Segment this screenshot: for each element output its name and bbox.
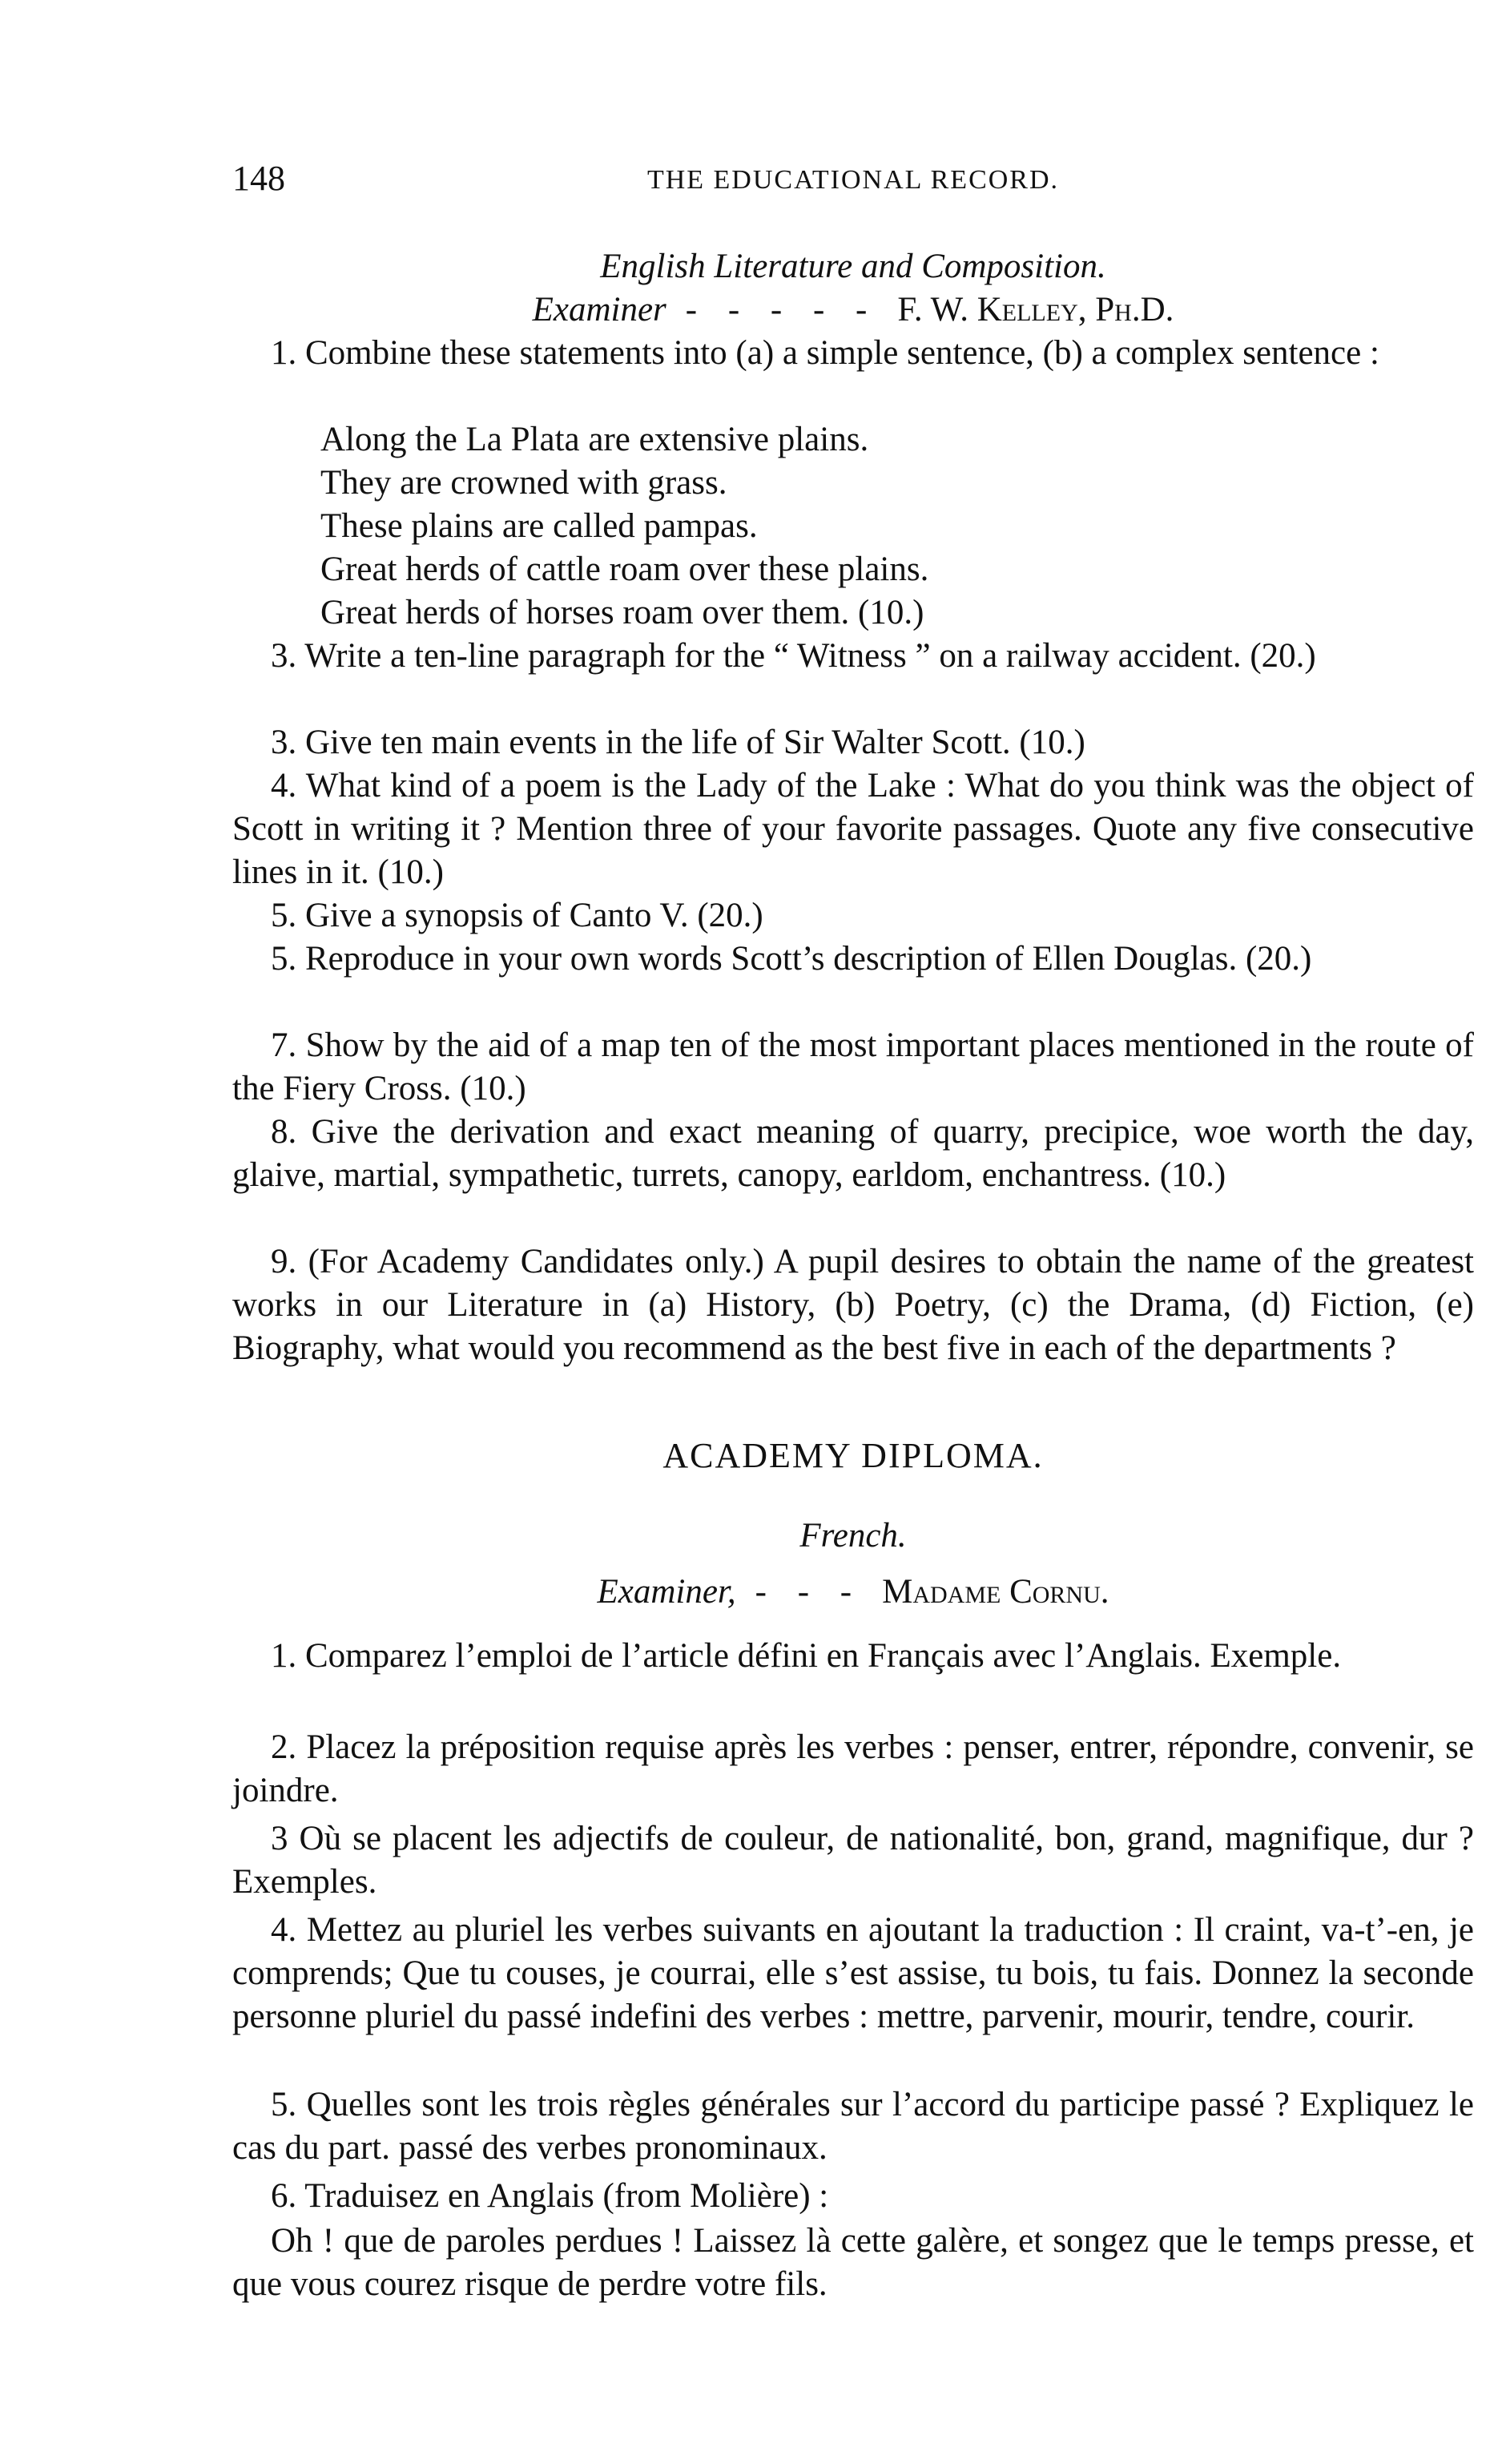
question-4: 4. What kind of a poem is the Lady of the Lake : What do you think was the object of Scott in writing it ? Mention three of your favorite passages. Quote any five consecutive lines in it. (10.) — [232, 767, 1474, 891]
question-1: 1. Combine these statements into (a) a simple sentence, (b) a complex sentence : — [271, 334, 1379, 372]
question-2: 3. Write a ten-line paragraph for the “ Witness ” on a railway accident. (20.) — [271, 637, 1316, 675]
examiner-line-french — [232, 1571, 1474, 1614]
page-header — [232, 157, 1474, 205]
sentence-item: These plains are called pampas. — [320, 507, 758, 545]
french-passage: Oh ! que de paroles perdues ! Laissez là cette galère, et songez que le temps presse, et que vous courez risque de perdre votre fils. — [232, 2222, 1474, 2303]
examiner-label: Examiner, — [597, 1573, 736, 1611]
examiner-name: F. W. Kelley, Ph.D. — [897, 291, 1174, 329]
sentence-item: Great herds of cattle roam over these plains. — [320, 550, 929, 588]
sentence-item: Along the La Plata are extensive plains. — [320, 421, 869, 458]
examiner-name: Madame Cornu. — [882, 1573, 1109, 1611]
sentence-item: Great herds of horses roam over them. (10.) — [320, 594, 924, 631]
sentence-item: They are crowned with grass. — [320, 464, 727, 502]
question-5: 5. Give a synopsis of Canto V. (20.) — [271, 897, 763, 934]
examiner-line-english — [232, 288, 1474, 332]
french-question-1: 1. Comparez l’emploi de l’article défini en Français avec l’Anglais. Exemple. — [271, 1637, 1342, 1675]
examiner-dashes: - - - — [755, 1573, 864, 1611]
subject-title-french: French. — [799, 1517, 907, 1555]
french-question-4: 4. Mettez au pluriel les verbes suivants en ajoutant la traduction : Il craint, va-t’-en, je comprends; Que tu couses, je courrai, elle s’est assise, tu bois, tu fais. Donnez la seconde personne pluriel du passé indefini des verbes : mettre, parvenir, mourir, tendre, courir. — [232, 1911, 1474, 2035]
question-9: 9. (For Academy Candidates only.) A pupil desires to obtain the name of the greatest works in our Literature in (a) History, (b) Poetry, (c) the Drama, (d) Fiction, (e) Biography, what would you recommend as the best five in each of the departments ? — [232, 1243, 1474, 1367]
page-number: 148 — [232, 159, 285, 198]
question-7: 7. Show by the aid of a map ten of the most important places mentioned in the route of the Fiery Cross. (10.) — [232, 1026, 1474, 1107]
sentence-list — [232, 418, 1474, 635]
running-head: THE EDUCATIONAL RECORD. — [646, 165, 1060, 195]
french-question-6: 6. Traduisez en Anglais (from Molière) : — [271, 2177, 829, 2215]
subject-title-english: English Literature and Composition. — [600, 248, 1106, 285]
french-question-3: 3 Où se placent les adjectifs de couleur, de nationalité, bon, grand, magnifique, dur ? Exemples. — [232, 1820, 1474, 1901]
question-6: 5. Reproduce in your own words Scott’s description of Ellen Douglas. (20.) — [271, 940, 1312, 978]
french-question-2: 2. Placez la préposition requise après les verbes : penser, entrer, répondre, convenir, se joindre. — [232, 1728, 1474, 1809]
question-8: 8. Give the derivation and exact meaning of quarry, precipice, woe worth the day, glaive, martial, sympathetic, turrets, canopy, earldom, enchantress. (10.) — [232, 1113, 1474, 1194]
section-heading-academy-diploma: ACADEMY DIPLOMA. — [662, 1436, 1044, 1475]
french-question-5: 5. Quelles sont les trois règles générales sur l’accord du participe passé ? Expliquez le cas du part. passé des verbes pronominaux. — [232, 2086, 1474, 2167]
examiner-label: Examiner — [532, 291, 666, 329]
examiner-dashes: - - - - - — [685, 291, 879, 329]
question-3: 3. Give ten main events in the life of Sir Walter Scott. (10.) — [271, 724, 1085, 761]
